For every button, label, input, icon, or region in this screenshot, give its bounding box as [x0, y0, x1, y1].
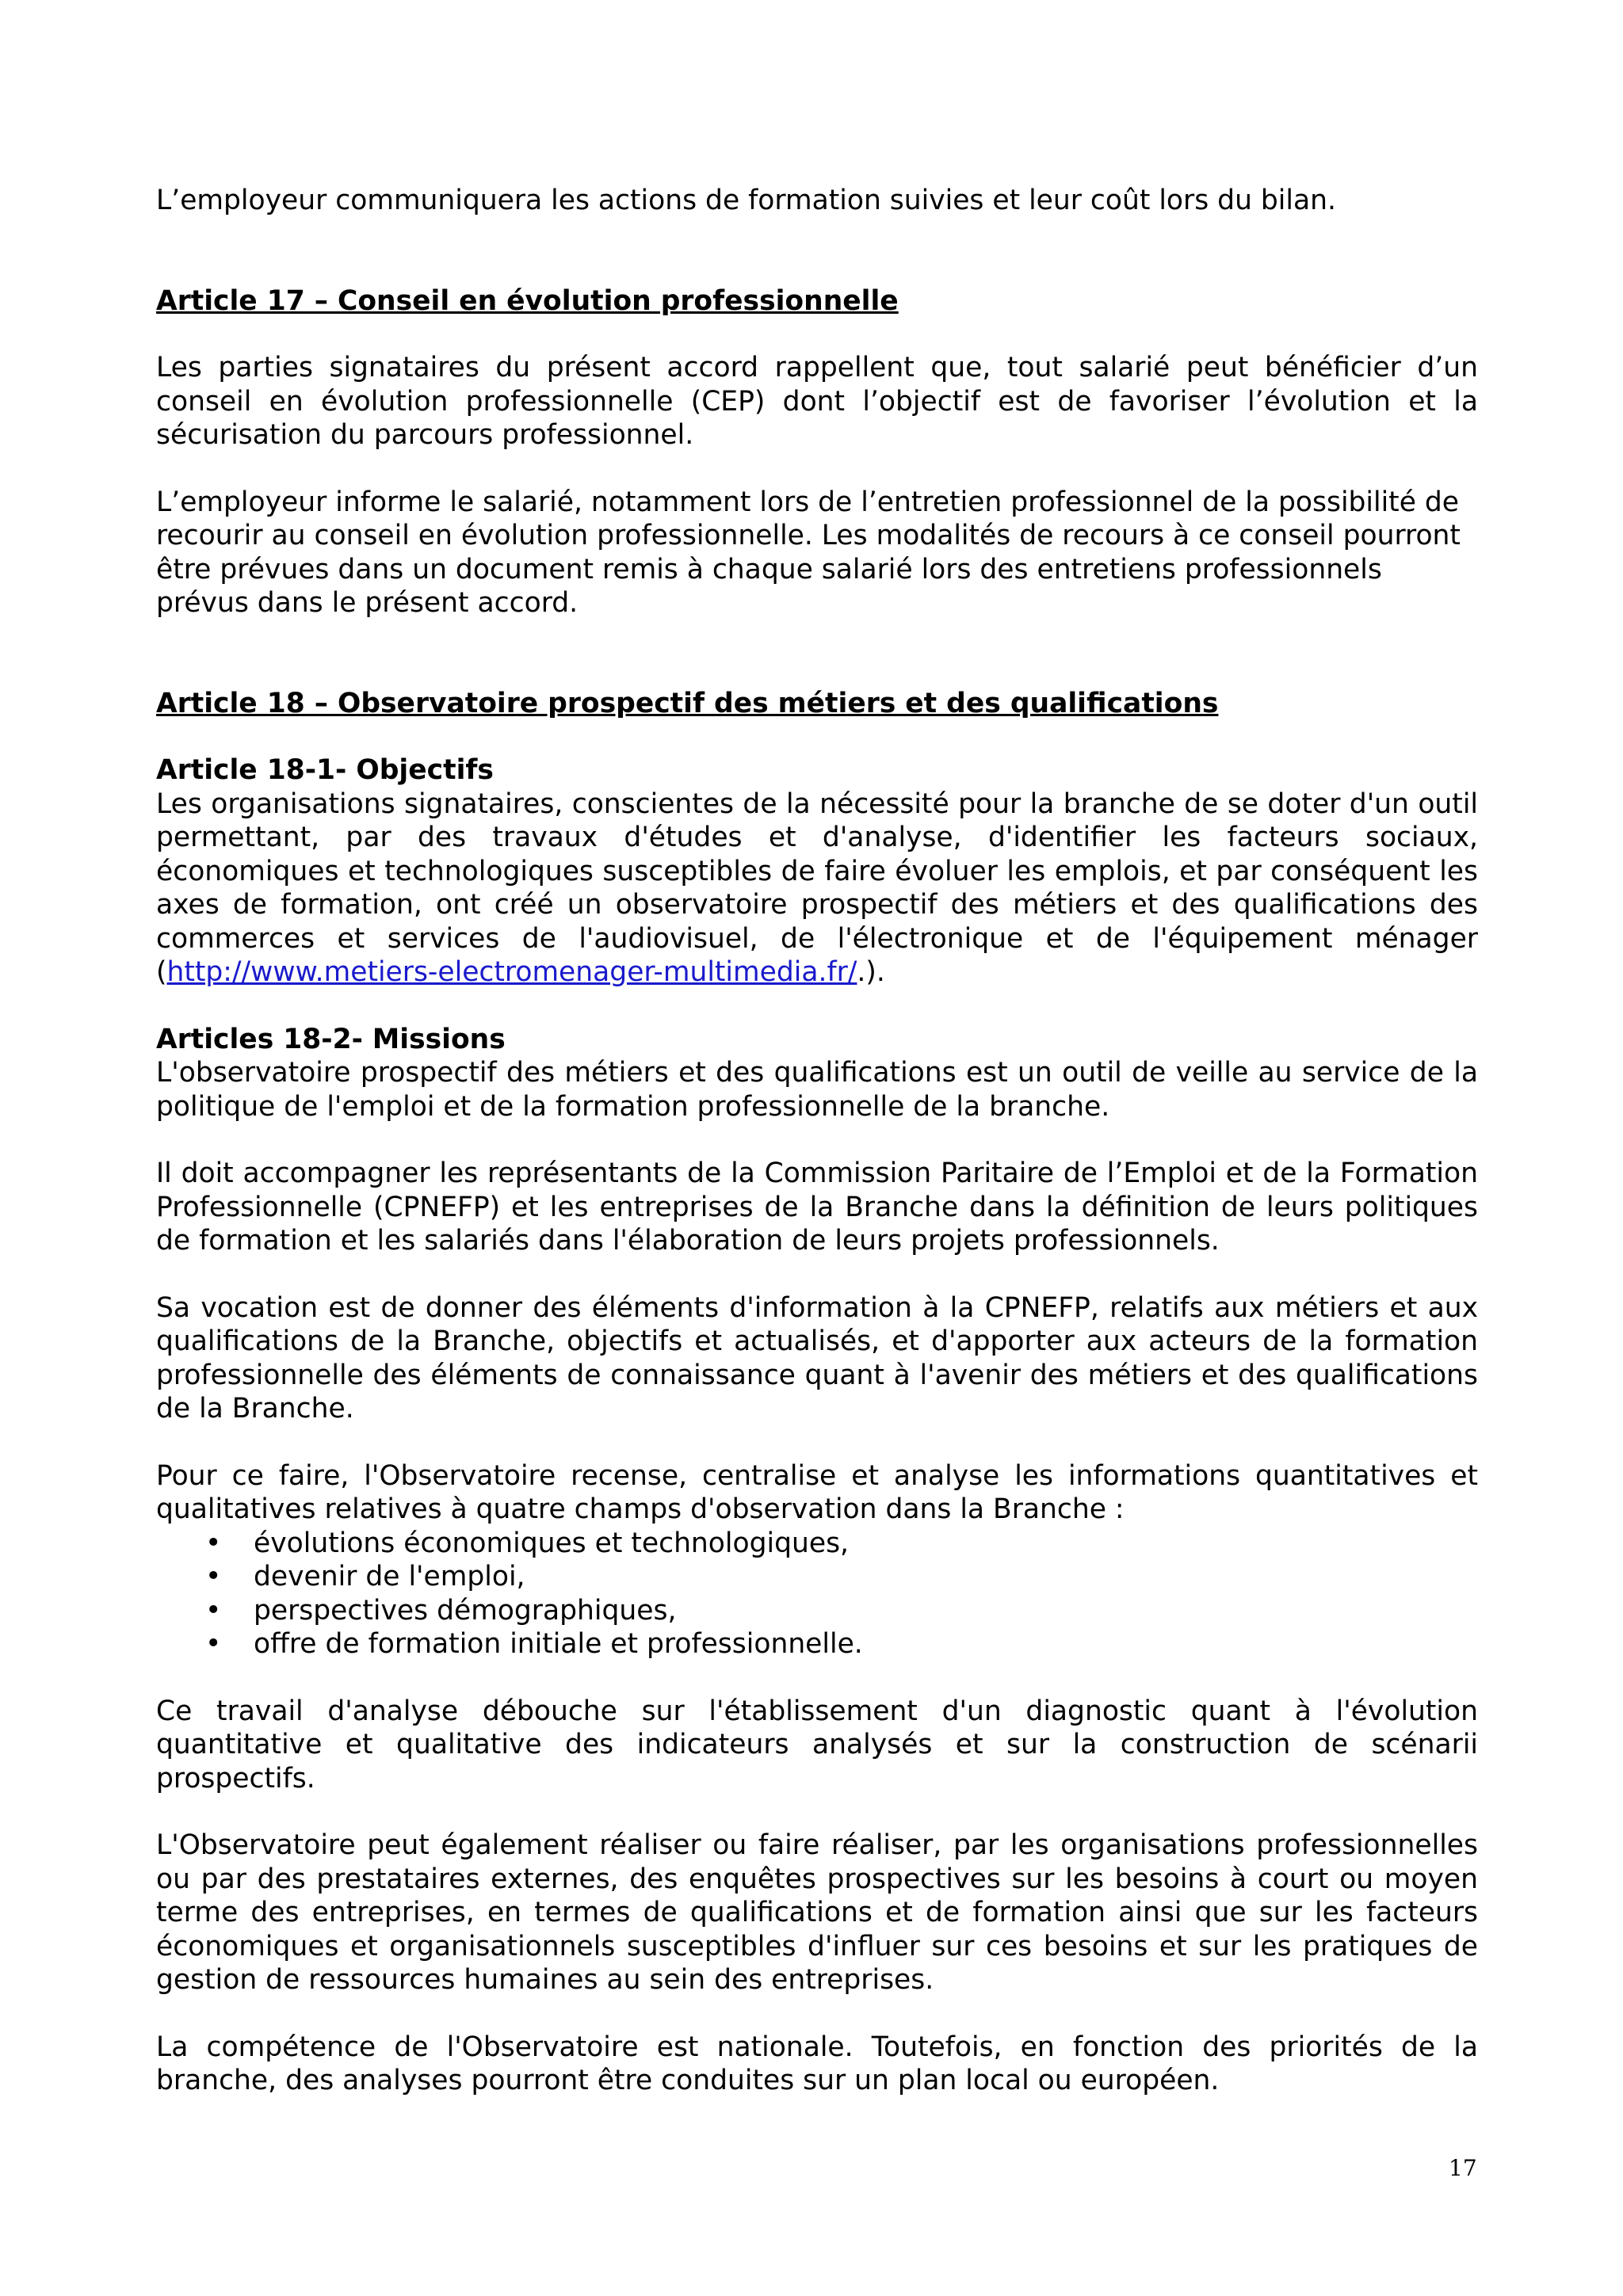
- article-18-2-paragraph-2: Il doit accompagner les représentants de la Commission Paritaire de l’Emploi et de la Formation Professionnelle (CPNEFP) et les entreprises de la Branche dans la définition de leurs politiques de formation et les salariés dans l'élaboration de leurs projets professionnels.: [156, 1158, 1478, 1257]
- list-item: [156, 1527, 1478, 1561]
- article-17-paragraph-2: L’employeur informe le salarié, notamment lors de l’entretien professionnel de la possibilité de recourir au conseil en évolution professionnelle. Les modalités de recours à ce conseil pourront être prévues dans un document remis à chaque salarié lors des entretiens professionnels prévus dans le présent accord.: [156, 486, 1461, 619]
- bullet-icon: •: [205, 1628, 222, 1660]
- spacer: [156, 1123, 1478, 1157]
- article-18-2-heading: Articles 18-2- Missions: [156, 1023, 506, 1055]
- article-18-2-paragraph-3: Sa vocation est de donner des éléments d'information à la CPNEFP, relatifs aux métiers et aux qualifications de la Branche, objectifs et actualisés, et d'apporter aux acteurs de la formation professionnelle des éléments de connaissance quant à l'avenir des métiers et des qualifications de la Branche.: [156, 1291, 1478, 1425]
- spacer: [156, 720, 1478, 753]
- spacer: [156, 620, 1478, 687]
- list-item-text: perspectives démographiques,: [254, 1594, 677, 1627]
- article-18-2-paragraph-4: Pour ce faire, l'Observatoire recense, centralise et analyse les informations quantitatives et qualitatives relatives à quatre champs d'observation dans la Branche :: [156, 1459, 1478, 1525]
- bullet-icon: •: [205, 1594, 222, 1627]
- spacer: [156, 452, 1478, 486]
- list-item: [156, 1560, 1478, 1594]
- spacer: [156, 1795, 1478, 1829]
- article-18-heading: Article 18 – Observatoire prospectif des métiers et des qualifications: [156, 687, 1219, 719]
- observation-fields-list: [156, 1527, 1478, 1661]
- page-number: 17: [1449, 2155, 1477, 2181]
- list-item: [156, 1627, 1478, 1661]
- document-page: [156, 184, 1478, 2098]
- observatoire-website-link[interactable]: http://www.metiers-electromenager-multimedia.fr/: [166, 956, 857, 988]
- article-17-heading: Article 17 – Conseil en évolution professionnelle: [156, 284, 899, 317]
- spacer: [156, 1426, 1478, 1459]
- article-18-1-paragraph: [156, 788, 1478, 990]
- article-18-2-paragraph-7: La compétence de l'Observatoire est nationale. Toutefois, en fonction des priorités de la branche, des analyses pourront être conduites sur un plan local ou européen.: [156, 2031, 1478, 2096]
- article-18-2-paragraph-1: L'observatoire prospectif des métiers et des qualifications est un outil de veille au service de la politique de l'emploi et de la formation professionnelle de la branche.: [156, 1057, 1478, 1123]
- bullet-icon: •: [205, 1561, 222, 1592]
- spacer: [156, 318, 1478, 351]
- link-close: .).: [857, 956, 885, 988]
- article-18-1-heading: Article 18-1- Objectifs: [156, 754, 494, 786]
- list-item: [156, 1594, 1478, 1628]
- article-18-1-text: Les organisations signataires, conscientes de la nécessité pour la branche de se doter d'un outil permettant, par des travaux d'études et d'analyse, d'identifier les facteurs sociaux, économiques et technologiques susceptibles de faire évoluer les emplois, et par conséquent les axes de formation, ont créé un observatoire prospectif des métiers et des qualifications des commerces et services de l'audiovisuel, de l'électronique et de l'équipement ménager: [156, 788, 1478, 955]
- spacer: [156, 1997, 1478, 2031]
- bullet-icon: •: [205, 1527, 222, 1559]
- spacer: [156, 1258, 1478, 1291]
- spacer: [156, 1661, 1478, 1695]
- list-item-text: offre de formation initiale et professionnelle.: [254, 1628, 863, 1660]
- spacer: [156, 990, 1478, 1023]
- intro-paragraph: L’employeur communiquera les actions de formation suivies et leur coût lors du bilan.: [156, 185, 1336, 216]
- list-item-text: évolutions économiques et technologiques,: [254, 1527, 850, 1559]
- list-item-text: devenir de l'emploi,: [254, 1561, 525, 1592]
- article-18-2-paragraph-6: L'Observatoire peut également réaliser ou faire réaliser, par les organisations professionnelles ou par des prestataires externes, des enquêtes prospectives sur les besoins à court ou moyen terme des entreprises, en termes de qualifications et de formation ainsi que sur les facteurs économiques et organisationnels susceptibles d'influer sur ces besoins et sur les pratiques de gestion de ressources humaines au sein des entreprises.: [156, 1829, 1478, 1996]
- article-18-2-paragraph-5: Ce travail d'analyse débouche sur l'établissement d'un diagnostic quant à l'évolution quantitative et qualitative des indicateurs analysés et sur la construction de scénarii prospectifs.: [156, 1695, 1478, 1794]
- link-open-paren: (: [156, 956, 167, 988]
- article-17-paragraph-1: Les parties signataires du présent accord rappellent que, tout salarié peut bénéficier d’un conseil en évolution professionnelle (CEP) dont l’objectif est de favoriser l’évolution et la sécurisation du parcours professionnel.: [156, 352, 1478, 451]
- spacer: [156, 218, 1478, 284]
